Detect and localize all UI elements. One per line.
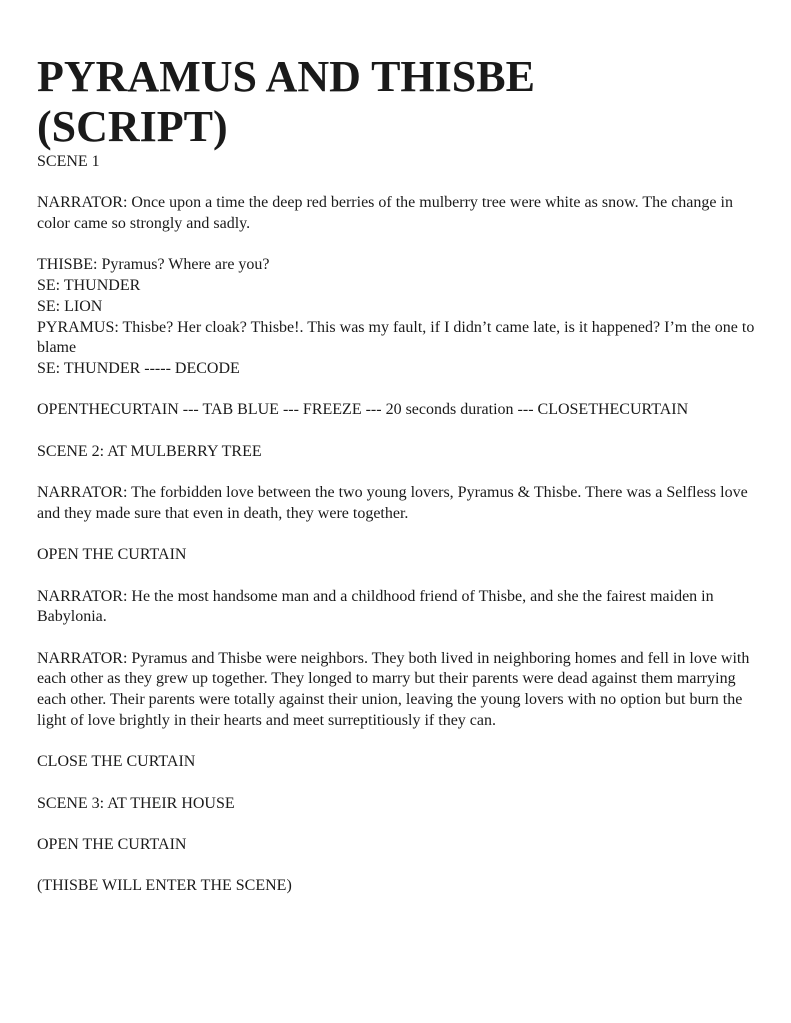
narrator-line-2: NARRATOR: The forbidden love between the two young lovers, Pyramus & Thisbe. There was a Selfless love and they made sure that even in death, they were together. xyxy=(37,484,748,522)
script-page xyxy=(37,52,762,897)
pyramus-line-1: PYRAMUS: Thisbe? Her cloak? Thisbe!. This was my fault, if I didn’t came late, is it happened? I’m the one to blame xyxy=(37,318,755,357)
open-curtain-1: OPEN THE CURTAIN xyxy=(37,546,187,564)
scene-2-heading: SCENE 2: AT MULBERRY TREE xyxy=(37,442,262,460)
sound-effect-lion: SE: LION xyxy=(37,297,103,315)
open-curtain-2: OPEN THE CURTAIN xyxy=(37,836,187,854)
sound-effect-thunder-decode: SE: THUNDER ----- DECODE xyxy=(37,360,240,377)
sound-effect-thunder: SE: THUNDER xyxy=(37,277,141,295)
close-curtain: CLOSE THE CURTAIN xyxy=(37,753,196,771)
narrator-line-3: NARRATOR: He the most handsome man and a childhood friend of Thisbe, and she the fairest maiden in Babylonia. xyxy=(37,587,714,626)
title-line-2: (SCRIPT) xyxy=(37,102,228,151)
scene-3-heading: SCENE 3: AT THEIR HOUSE xyxy=(37,794,235,812)
document-title xyxy=(37,52,762,152)
narrator-line-4: NARRATOR: Pyramus and Thisbe were neighbors. They both lived in neighboring homes and fell in love with each other as they grew up together. They longed to marry but their parents were dead against them marrying each other. Their parents were totally against their union, leaving the young lovers with no option but burn the light of love brightly in their hearts and meet surreptitiously if they can. xyxy=(37,649,750,729)
narrator-line-1: NARRATOR: Once upon a time the deep red berries of the mulberry tree were white as snow. The change in color came so strongly and sadly. xyxy=(37,194,733,233)
curtain-sequence: OPENTHECURTAIN --- TAB BLUE --- FREEZE --- 20 seconds duration --- CLOSETHECURTAIN xyxy=(37,401,689,419)
title-line-1: PYRAMUS AND THISBE xyxy=(37,52,535,101)
thisbe-line-1: THISBE: Pyramus? Where are you? xyxy=(37,256,270,274)
thisbe-enter-direction: (THISBE WILL ENTER THE SCENE) xyxy=(37,877,292,895)
scene-1-heading: SCENE 1 xyxy=(37,153,100,170)
